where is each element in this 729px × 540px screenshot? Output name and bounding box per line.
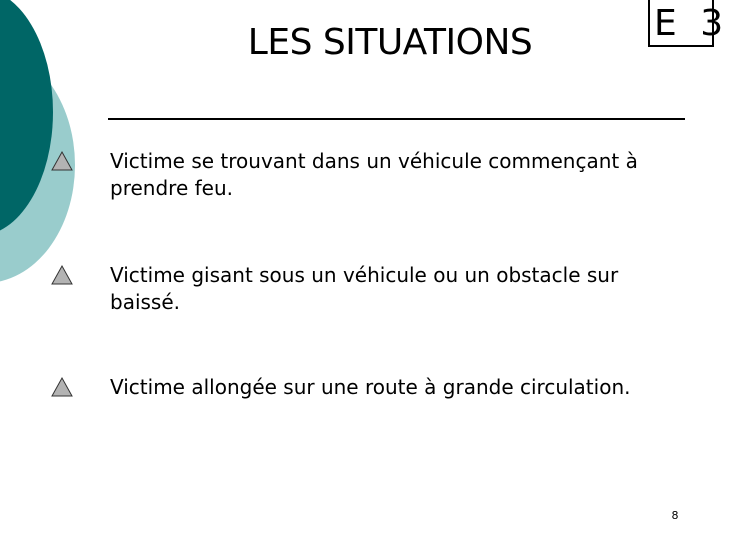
page-number: 8 — [671, 509, 679, 522]
list-item-text: Victime gisant sous un véhicule ou un obstacle sur baissé. — [110, 263, 619, 314]
list-item-text: Victime se trouvant dans un véhicule commençant à prendre feu. — [110, 149, 638, 200]
slide-title: LES SITUATIONS — [247, 22, 533, 63]
triangle-icon — [51, 377, 73, 397]
list-item-text: Victime allongée sur une route à grande circulation. — [110, 375, 631, 399]
slide-code: E 3 — [654, 3, 729, 44]
triangle-icon — [51, 151, 73, 171]
triangle-icon — [51, 265, 73, 285]
